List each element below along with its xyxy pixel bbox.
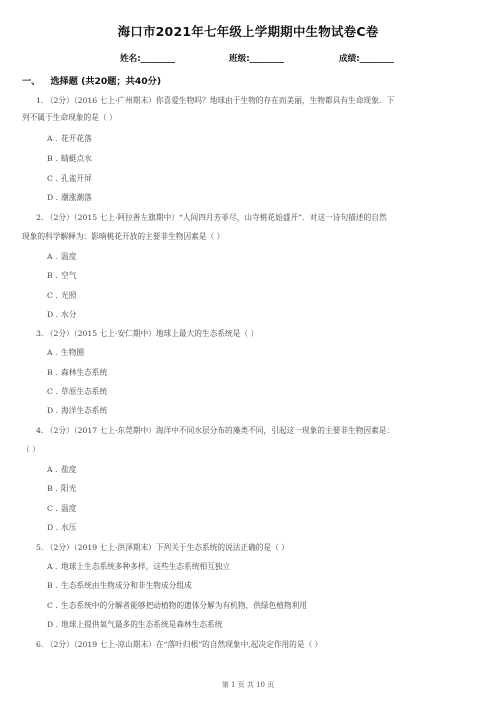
question-1-option-c: C . 孔雀开屏 <box>47 174 92 183</box>
question-1-option-b: B . 蜻蜓点水 <box>47 154 92 163</box>
section-title: 选择题 (共20题；共40分) <box>50 76 162 87</box>
question-5-line-1: 5. （2分）（2019 七上·洪泽期末）下列关于生态系统的说法正确的是（ ） <box>36 543 289 552</box>
question-5-option-c: C . 生态系统中的分解者能够把动植物的遗体分解为有机物，供绿色植物利用 <box>47 601 308 610</box>
question-6-line-1: 6. （2分）（2019 七上·凉山期末）在“落叶归根”的自然现象中,起决定作用的是（ ） <box>36 640 323 649</box>
page-footer: 第 1 页 共 10 页 <box>221 681 275 689</box>
question-3-option-c: C . 草原生态系统 <box>47 387 108 396</box>
section-heading <box>22 73 161 87</box>
question-1-option-d: D . 潮涨潮落 <box>47 193 92 202</box>
question-4-option-c: C . 温度 <box>47 504 77 513</box>
question-2-option-d: D . 水分 <box>47 310 77 319</box>
name-field-label: 姓名:________ <box>120 54 175 64</box>
question-3-line-1: 3. （2分）（2015 七上·安仁期中）地球上最大的生态系统是（ ） <box>36 329 259 338</box>
question-2-line-1: 2. （2分）（2015 七上·阿拉善左旗期中）“人间四月芳菲尽，山寺桃花始盛开”．对这一诗句描述的自然 <box>36 213 387 222</box>
question-1-line-2: 列不属于生命现象的是（ ） <box>22 113 117 122</box>
question-2-option-b: B . 空气 <box>47 271 77 280</box>
question-5-option-b: B . 生态系统由生物成分和非生物成分组成 <box>47 581 192 590</box>
page-title: 海口市2021年七年级上学期期中生物试卷C卷 <box>117 24 379 39</box>
score-field-label: 成绩:________ <box>339 54 394 64</box>
question-4-option-b: B . 阳光 <box>47 484 77 493</box>
question-5-option-a: A . 地球上生态系统多种多样，这些生态系统相互独立 <box>47 562 231 571</box>
question-4-option-d: D . 水压 <box>47 523 77 532</box>
question-5-option-d: D . 地球上提供氧气最多的生态系统是森林生态系统 <box>47 620 223 629</box>
class-field-label: 班级:________ <box>229 54 284 64</box>
question-1-option-a: A . 花开花落 <box>47 134 92 143</box>
question-4-option-a: A . 盐度 <box>47 465 77 474</box>
question-2-option-c: C . 光照 <box>47 291 77 300</box>
question-3-option-a: A . 生物圈 <box>47 348 85 357</box>
section-number: 一、 <box>22 76 41 87</box>
question-1-line-1: 1. （2分）（2016 七上·广州期末）你喜爱生物吗？地球由于生物的存在而美丽，生物都具有生命现象．下 <box>36 96 395 105</box>
question-3-option-d: D . 海洋生态系统 <box>47 406 108 415</box>
question-2-line-2: 现象的科学解释为：影响桃花开放的主要非生物因素是（ ） <box>22 232 225 241</box>
student-info-row <box>0 52 496 66</box>
question-4-line-2: （ ） <box>22 445 40 454</box>
question-2-option-a: A . 温度 <box>47 252 77 261</box>
question-4-line-1: 4. （2分）（2017 七上·东莞期中）海洋中不同水层分布的藻类不同，引起这一现象的主要非生物因素是： <box>36 426 395 435</box>
question-3-option-b: B . 森林生态系统 <box>47 368 108 377</box>
